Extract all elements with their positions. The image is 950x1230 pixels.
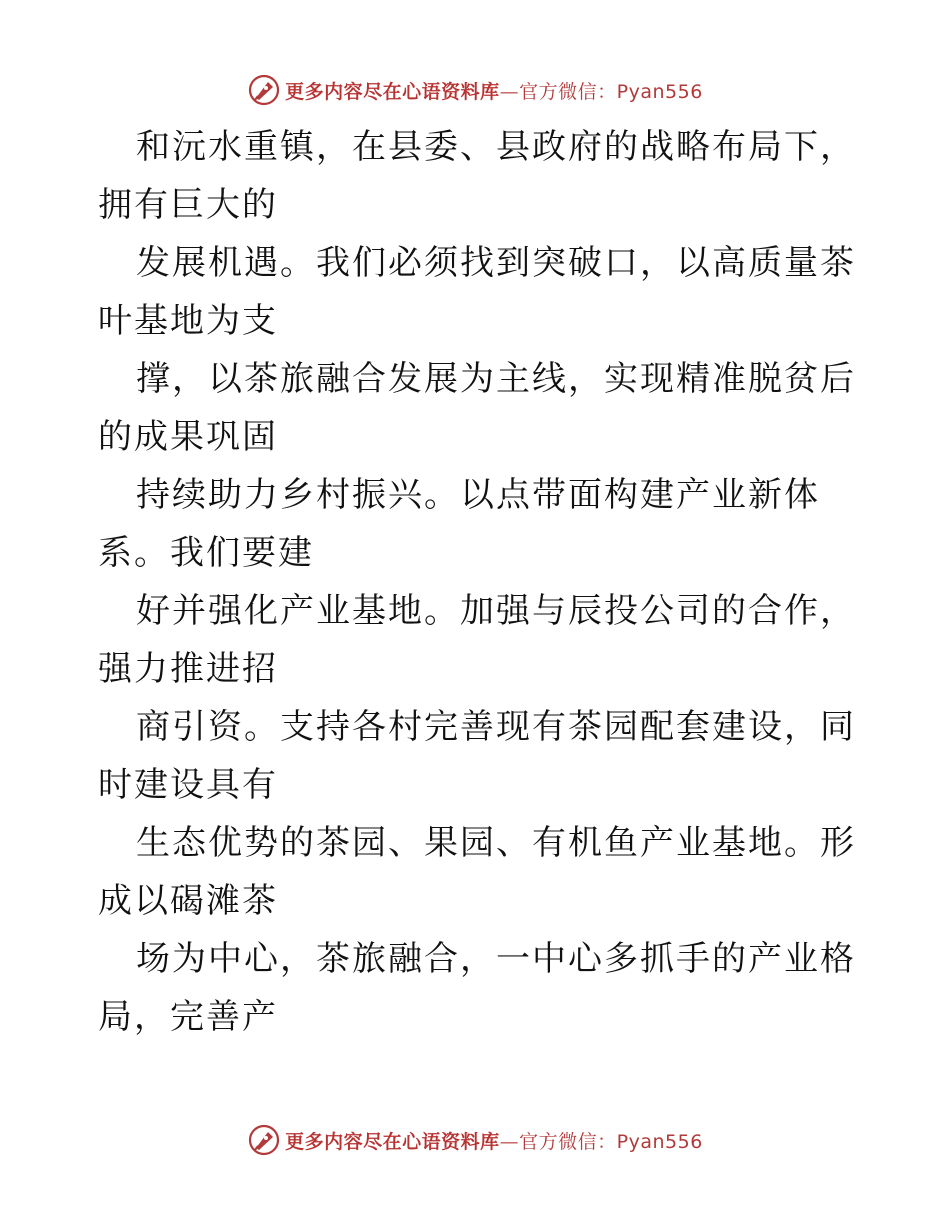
document-body — [98, 118, 858, 1046]
header-wechat: 官方微信：Pyan556 — [519, 80, 703, 103]
header-banner-text — [285, 77, 703, 104]
body-line-8: 场为中心，茶旅融合，一中心多抓手的产业格局，完善产 — [98, 939, 856, 1037]
header-site-name: 更多内容尽在心语资料库 — [285, 80, 500, 103]
body-line-4: 持续助力乡村振兴。以点带面构建产业新体系。我们要建 — [98, 475, 820, 573]
body-line-1: 和沅水重镇，在县委、县政府的战略布局下，拥有巨大的 — [98, 127, 856, 225]
body-line-2: 发展机遇。我们必须找到突破口，以高质量茶叶基地为支 — [98, 243, 856, 341]
body-line-6: 商引资。支持各村完善现有茶园配套建设，同时建设具有 — [98, 707, 856, 805]
body-line-5: 好并强化产业基地。加强与辰投公司的合作，强力推进招 — [98, 591, 856, 689]
pen-nib-logo-icon — [247, 73, 281, 107]
body-line-7: 生态优势的茶园、果园、有机鱼产业基地。形成以碣滩茶 — [98, 823, 856, 921]
header-banner — [0, 70, 950, 110]
header-dash: — — [499, 80, 520, 103]
footer-site-name: 更多内容尽在心语资料库 — [285, 1130, 500, 1153]
footer-banner — [0, 1120, 950, 1160]
body-line-3: 撑，以茶旅融合发展为主线，实现精准脱贫后的成果巩固 — [98, 359, 856, 457]
header-banner-inner — [247, 73, 703, 107]
pen-nib-logo-icon — [247, 1123, 281, 1157]
footer-banner-text — [285, 1127, 703, 1154]
footer-dash: — — [499, 1130, 520, 1153]
footer-banner-inner — [247, 1123, 703, 1157]
footer-wechat: 官方微信：Pyan556 — [519, 1130, 703, 1153]
